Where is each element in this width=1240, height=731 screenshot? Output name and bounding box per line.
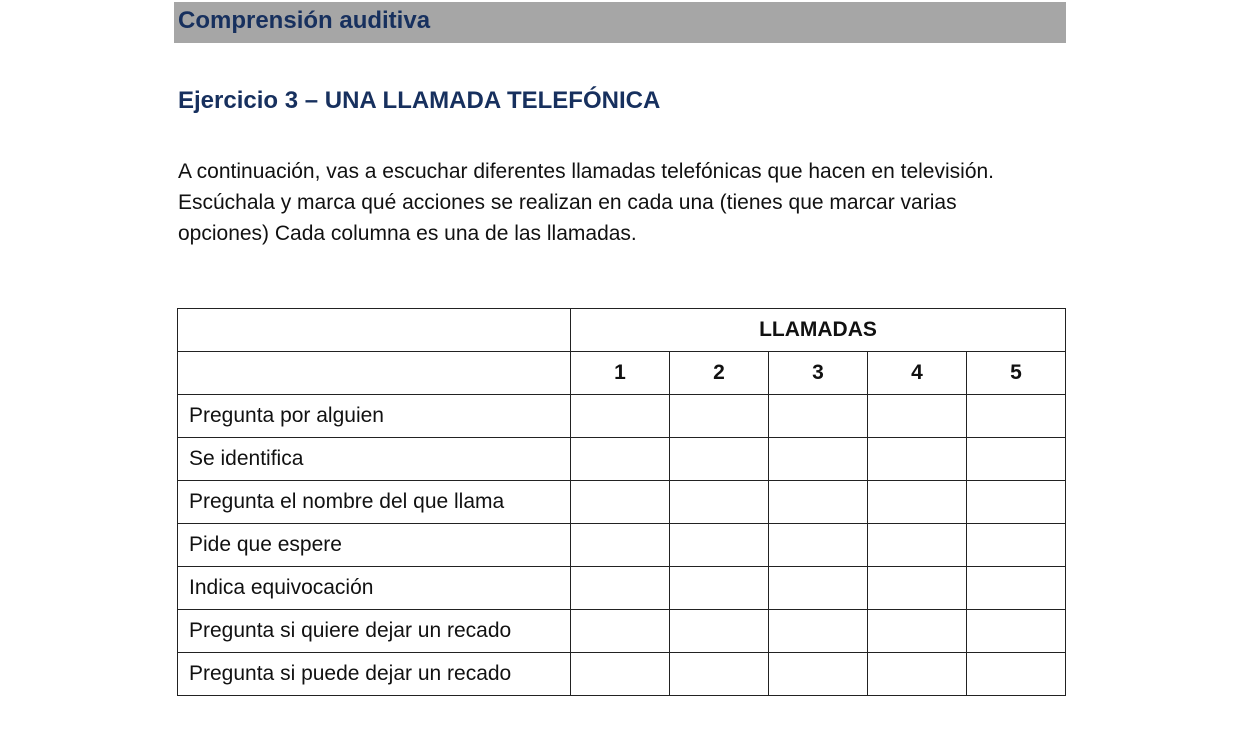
instructions-line: Escúchala y marca qué acciones se realizan en cada una (tienes que marcar varias <box>178 191 957 214</box>
mark-cell[interactable] <box>769 395 868 438</box>
mark-cell[interactable] <box>571 653 670 696</box>
mark-cell[interactable] <box>571 524 670 567</box>
table-column-header-row <box>178 352 1066 395</box>
action-label: Pregunta si puede dejar un recado <box>178 653 571 696</box>
mark-cell[interactable] <box>967 395 1066 438</box>
mark-cell[interactable] <box>670 610 769 653</box>
calls-table <box>177 308 1066 696</box>
table-corner-cell <box>178 352 571 395</box>
mark-cell[interactable] <box>868 653 967 696</box>
action-label: Pregunta el nombre del que llama <box>178 481 571 524</box>
column-header-call: 1 <box>571 352 670 395</box>
mark-cell[interactable] <box>769 653 868 696</box>
mark-cell[interactable] <box>967 524 1066 567</box>
mark-cell[interactable] <box>868 610 967 653</box>
table-row <box>178 567 1066 610</box>
mark-cell[interactable] <box>868 395 967 438</box>
table-group-header-row <box>178 309 1066 352</box>
mark-cell[interactable] <box>670 524 769 567</box>
mark-cell[interactable] <box>769 481 868 524</box>
mark-cell[interactable] <box>868 524 967 567</box>
mark-cell[interactable] <box>670 567 769 610</box>
mark-cell[interactable] <box>769 438 868 481</box>
mark-cell[interactable] <box>967 653 1066 696</box>
column-header-call: 5 <box>967 352 1066 395</box>
table-row <box>178 438 1066 481</box>
mark-cell[interactable] <box>769 567 868 610</box>
mark-cell[interactable] <box>670 395 769 438</box>
mark-cell[interactable] <box>670 653 769 696</box>
mark-cell[interactable] <box>868 567 967 610</box>
mark-cell[interactable] <box>571 481 670 524</box>
mark-cell[interactable] <box>967 438 1066 481</box>
mark-cell[interactable] <box>571 567 670 610</box>
column-header-call: 3 <box>769 352 868 395</box>
mark-cell[interactable] <box>868 481 967 524</box>
instructions-line: A continuación, vas a escuchar diferentes llamadas telefónicas que hacen en televisión. <box>178 160 995 183</box>
exercise-title: Ejercicio 3 – UNA LLAMADA TELEFÓNICA <box>178 87 661 114</box>
table-row <box>178 395 1066 438</box>
action-label: Indica equivocación <box>178 567 571 610</box>
mark-cell[interactable] <box>670 438 769 481</box>
section-title: Comprensión auditiva <box>178 7 431 34</box>
action-label: Pregunta por alguien <box>178 395 571 438</box>
mark-cell[interactable] <box>769 610 868 653</box>
mark-cell[interactable] <box>571 438 670 481</box>
instructions <box>178 156 1078 249</box>
mark-cell[interactable] <box>571 610 670 653</box>
calls-group-header: LLAMADAS <box>571 309 1066 352</box>
mark-cell[interactable] <box>670 481 769 524</box>
mark-cell[interactable] <box>967 610 1066 653</box>
column-header-call: 4 <box>868 352 967 395</box>
section-header-band <box>174 2 1066 43</box>
action-label: Se identifica <box>178 438 571 481</box>
table-row <box>178 610 1066 653</box>
mark-cell[interactable] <box>868 438 967 481</box>
mark-cell[interactable] <box>967 481 1066 524</box>
action-label: Pide que espere <box>178 524 571 567</box>
table-row <box>178 524 1066 567</box>
action-label: Pregunta si quiere dejar un recado <box>178 610 571 653</box>
table-row <box>178 653 1066 696</box>
mark-cell[interactable] <box>571 395 670 438</box>
table-row <box>178 481 1066 524</box>
mark-cell[interactable] <box>769 524 868 567</box>
mark-cell[interactable] <box>967 567 1066 610</box>
table-body <box>178 395 1066 696</box>
instructions-line: opciones) Cada columna es una de las llamadas. <box>178 222 637 245</box>
table-corner-cell <box>178 309 571 352</box>
column-header-call: 2 <box>670 352 769 395</box>
